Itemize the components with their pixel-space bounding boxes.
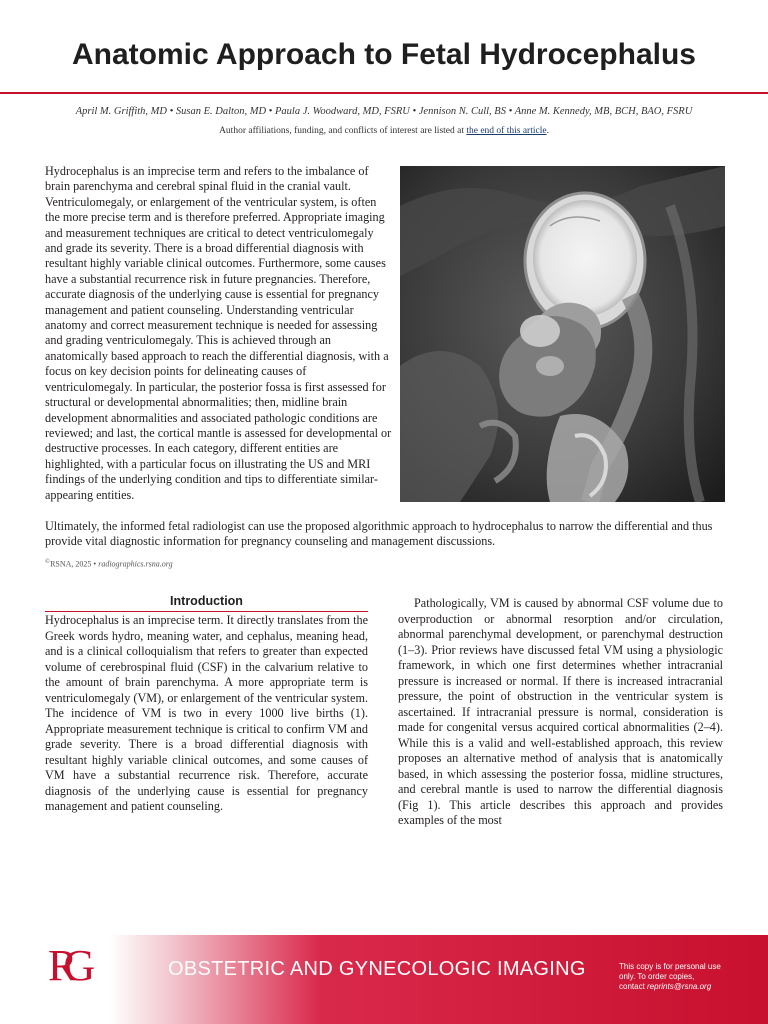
right-column-text: Pathologically, VM is caused by abnormal CSF volume due to overproduction or abnormal resorption and/or circulation, abnormal parenchymal development, or parenchymal destruction (1–3). Prior reviews have discussed fetal VM using a physiologic framework, in which one first determines whether intracranial pressure is increased or normal. If there is increased intracranial pressure, the point of obstruction in the ventricular system is ascertained. If intracranial pressure is normal, consideration is made for congenital versus acquired cortical abnormalities (2–4). While this is a valid and well-established approach, this review proposes an alternative method of analysis that is anatomically based, in which assessing the posterior fossa, midline structures, and cerebral mantle is used to narrow the differential diagnosis (Fig 1). This article describes this approach and provides examples of the most — [398, 596, 723, 827]
reprint-email-link[interactable]: reprints@rsna.org — [647, 982, 712, 991]
reprint-contact — [619, 982, 739, 992]
reprint-prefix: contact — [619, 982, 648, 991]
affiliation-note — [0, 126, 768, 136]
copyright-line — [45, 558, 173, 569]
introduction-heading: Introduction — [170, 594, 243, 608]
copyright-text: RSNA, 2025 • — [50, 559, 99, 569]
title-divider — [0, 92, 768, 94]
copyright-mark: © — [45, 558, 51, 565]
introduction-divider — [45, 611, 368, 612]
introduction-text: Hydrocephalus is an imprecise term. It directly translates from the Greek words hydro, meaning water, and cephalus, meaning head, and is a clinical colloquialism that refers to greater than expected volume of cerebrospinal fluid (CSF) in the calvarium relative to the amount of brain parenchyma. A more appropriate term is ventriculomegaly (VM), or enlargement of the ventricular system. The incidence of VM is two in every 1000 live births (1). Appropriate measurement technique is critical to confirm VM and grade severity. There is a broad differential diagnosis with resultant highly variable clinical outcomes, and some causes of VM have a substantial recurrence risk. Therefore, accurate diagnosis of the underlying cause is essential for pregnancy management and patient counseling. — [45, 613, 368, 813]
reprint-note-line: This copy is for personal use only. To order copies, — [619, 962, 721, 981]
abstract-conclusion: Ultimately, the informed fetal radiologist can use the proposed algorithmic approach to hydrocephalus to narrow the differential and thus provide vital diagnostic information for pregnancy counseling and management discussions. — [45, 519, 713, 549]
fetal-mri-image — [400, 166, 725, 502]
reprint-note — [619, 962, 739, 992]
section-title: OBSTETRIC AND GYNECOLOGIC IMAGING — [168, 958, 586, 980]
mri-illustration — [400, 166, 725, 502]
end-of-article-link[interactable]: the end of this article — [466, 126, 547, 136]
rg-logo — [46, 940, 108, 1002]
affiliation-end: . — [546, 126, 549, 136]
author-list: April M. Griffith, MD • Susan E. Dalton, MD • Paula J. Woodward, MD, FSRU • Jennison N. Cull, BS • Anne M. Kennedy, MB, BCH, BAO, FSRU — [75, 106, 693, 117]
affiliation-text: Author affiliations, funding, and conflicts of interest are listed at — [219, 126, 467, 136]
article-title: Anatomic Approach to Fetal Hydrocephalus — [72, 38, 696, 71]
abstract-text: Hydrocephalus is an imprecise term and refers to the imbalance of brain parenchyma and cerebral spinal fluid in the cranial vault. Ventriculomegaly, or enlargement of the ventricular system, is often the more precise term and is therefore preferred. Appropriate imaging and measurement techniques are critical to detect ventriculomegaly and grade its severity. There is a broad differential diagnosis with resultant highly variable clinical outcomes. Furthermore, some causes have a substantial recurrence risk in future pregnancies. Therefore, accurate diagnosis of the underlying cause is essential for pregnancy management and patient counseling. Understanding ventricular anatomy and correct measurement technique is needed for assessing and grading ventriculomegaly. This is achieved through an anatomically based approach to reach the differential diagnosis, with a focus on key decision points for delineating causes of ventriculomegaly. In particular, the posterior fossa is first assessed for structural or developmental abnormalities; then, midline brain development abnormalities and associated pathologic conditions are reviewed; and last, the cortical mantle is assessed for developmental or destructive processes. In each category, different entities are highlighted, with a particular focus on illustrating the US and MRI findings of the underlying condition and tips to differentiate similar-appearing entities. — [45, 164, 392, 502]
logo-letters: RG — [48, 941, 82, 990]
journal-site-link[interactable]: radiographics.rsna.org — [98, 559, 173, 569]
